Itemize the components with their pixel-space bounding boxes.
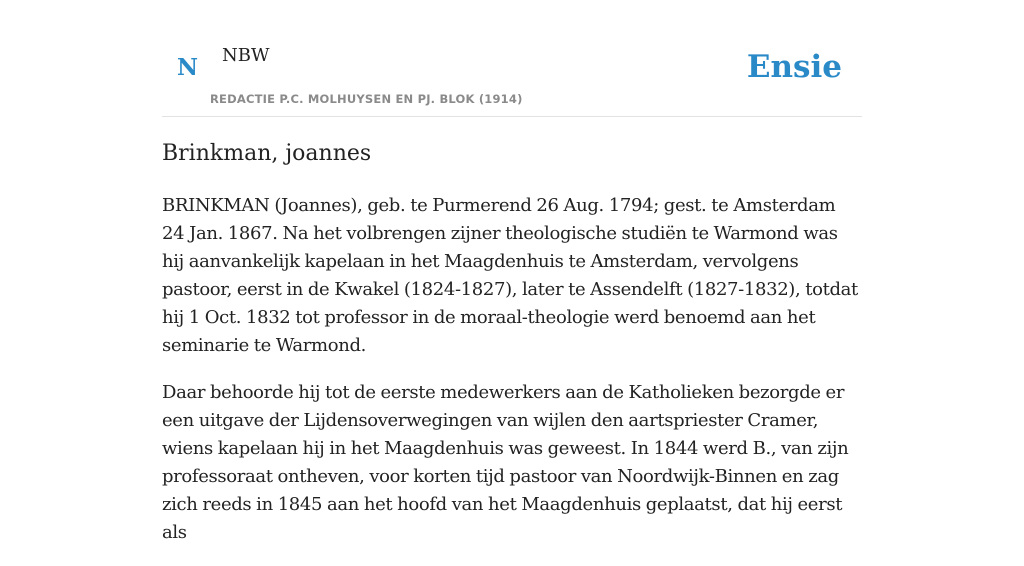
- article-title: Brinkman, joannes: [162, 141, 372, 166]
- article-paragraph: Daar behoorde hij tot de eerste medewerkers aan de Katholieken bezorgde er een uitgave der Lijdensoverwegingen van wijlen den aartspriester Cramer, wiens kapelaan hij in het Maagdenhuis was geweest. In 1844 werd B., van zijn professoraat ontheven, voor korten tijd pastoor van Noordwijk-Binnen en zag zich reeds in 1845 aan het hoofd van het Maagdenhuis geplaatst, dat hij eerst als: [162, 382, 849, 543]
- source-editors: REDACTIE P.C. MOLHUYSEN EN PJ. BLOK (1914): [210, 92, 523, 106]
- source-name: NBW: [222, 45, 270, 66]
- article-body: [162, 192, 862, 566]
- ensie-logo-link[interactable]: Ensie: [746, 49, 842, 85]
- article-paragraph: BRINKMAN (Joannes), geb. te Purmerend 26 Aug. 1794; gest. te Amsterdam 24 Jan. 1867. Na het volbrengen zijner theologische studiën te Warmond was hij aanvankelijk kapelaan in het Maagdenhuis te Amsterdam, vervolgens pastoor, eerst in de Kwakel (1824-1827), later te Assendelft (1827-1832), totdat hij 1 Oct. 1832 tot professor in de moraal-theologie werd benoemd aan het seminarie te Warmond.: [162, 195, 858, 356]
- page-header: [162, 0, 862, 117]
- source-logo[interactable]: N: [177, 54, 199, 81]
